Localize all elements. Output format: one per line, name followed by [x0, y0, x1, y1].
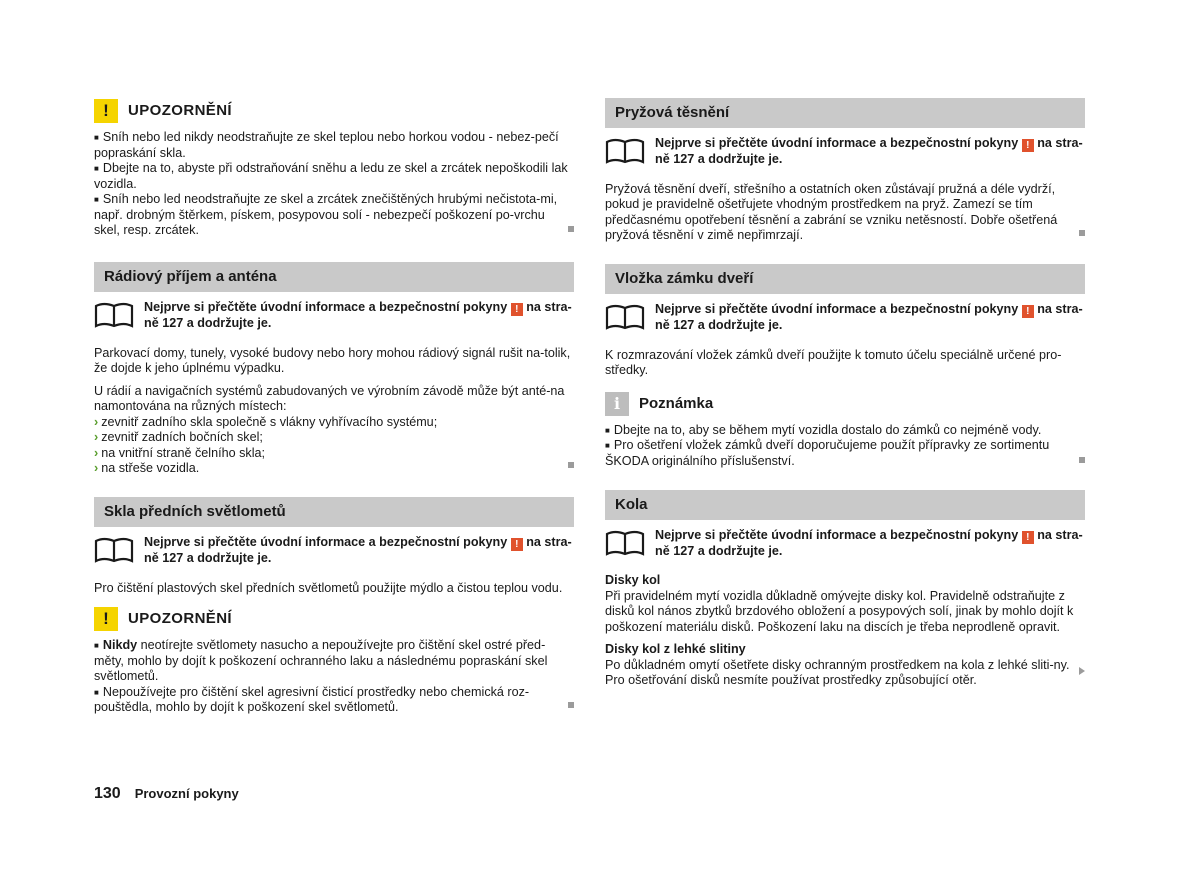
list-item [94, 430, 574, 446]
warning-title: UPOZORNĚNÍ [128, 102, 233, 120]
read-first-part2: na stra- [526, 300, 572, 314]
list-item-text: zevnitř zadních bočních skel; [101, 430, 263, 444]
continue-arrow-icon [1079, 667, 1085, 675]
arrow-icon: › [94, 414, 99, 429]
warning-small-icon: ! [511, 303, 523, 316]
read-first-text [655, 528, 1083, 560]
read-first-part1: Nejprve si přečtěte úvodní informace a bezpečnostní pokyny [144, 535, 508, 549]
book-icon [94, 537, 134, 563]
warning-small-icon: ! [1022, 139, 1034, 152]
warning-item: ■ Nepoužívejte pro čištění skel agresivní čisticí prostředky nebo chemická roz-pouštědla, mohlo by dojít k poškození skel světlometů. [94, 685, 574, 716]
warning-item: ■ Sníh nebo led nikdy neodstraňujte ze skel teplou nebo horkou vodou - nebez-pečí popraskání skla. [94, 130, 574, 161]
paragraph: K rozmrazování vložek zámků dveří použijte k tomuto účelu speciálně určené pro-středky. [605, 347, 1062, 377]
read-first-text [655, 136, 1083, 168]
list-item [94, 415, 574, 431]
section-heading: Kola [605, 490, 1085, 520]
list-item [94, 446, 574, 462]
note-block [605, 391, 1085, 473]
warning-block-headlights [94, 606, 574, 716]
warning-title: UPOZORNĚNÍ [128, 610, 233, 628]
warning-small-icon: ! [511, 538, 523, 551]
read-first-notice [605, 302, 1085, 334]
info-icon: i [605, 392, 629, 416]
arrow-icon: › [94, 461, 99, 475]
paragraph: Při pravidelném mytí vozidla důkladně omývejte disky kol. Pravidelně odstraňujte z disků kol nános zbytků brzdového obložení a posypových solí, jinak by mohlo dojít k poškození materiálu disků. Poškození laku na discích je třeba neprodleně opravit. [605, 588, 1074, 634]
read-first-notice [605, 136, 1085, 168]
read-first-line2: ně 127 a dodržujte je. [655, 318, 783, 332]
arrow-icon: › [94, 445, 99, 460]
read-first-line2: ně 127 a dodržujte je. [144, 316, 272, 330]
warning-header [94, 606, 574, 632]
page-footer [94, 786, 239, 802]
section-heading: Rádiový příjem a anténa [94, 262, 574, 292]
note-item: ■ Pro ošetření vložek zámků dveří doporučujeme použít přípravky ze sortimentu ŠKODA originálního příslušenství. [605, 438, 1085, 469]
read-first-notice [94, 300, 574, 332]
section-radio [94, 262, 574, 480]
read-first-notice [605, 528, 1085, 560]
book-icon [605, 138, 645, 164]
warning-block-snow [94, 98, 574, 246]
section-end-marker [568, 462, 574, 468]
emphasis: Nikdy [102, 638, 138, 652]
warning-item-text: neotírejte světlomety nasucho a nepoužívejte pro čištění skel ostré před-měty, mohlo by dojít k poškození ochranného laku a následnému popraskání skel světlometů. [94, 638, 548, 683]
footer-section-label: Provozní pokyny [134, 786, 239, 801]
note-title: Poznámka [639, 394, 714, 412]
book-icon [605, 530, 645, 556]
list-item-text: na střeše vozidla. [101, 461, 200, 475]
read-first-part2: na stra- [1037, 527, 1083, 542]
section-wheels [605, 490, 1085, 689]
left-column [94, 98, 574, 716]
read-first-part1: Nejprve si přečtěte úvodní informace a bezpečnostní pokyny [655, 136, 1019, 150]
read-first-line2: ně 127 a dodržujte je. [144, 551, 272, 565]
book-icon [605, 304, 645, 330]
section-end-marker [568, 702, 574, 708]
book-icon [94, 302, 134, 328]
section-heading: Pryžová těsnění [605, 98, 1085, 128]
read-first-text [655, 302, 1083, 334]
section-heading: Vložka zámku dveří [605, 264, 1085, 294]
warning-item [94, 638, 574, 685]
read-first-line2: ně 127 a dodržujte je. [655, 152, 783, 166]
paragraph: U rádií a navigačních systémů zabudovaných ve výrobním závodě může být anté-na namontována na různých místech: [94, 383, 565, 413]
read-first-line2: ně 127 a dodržujte je. [655, 543, 783, 558]
warning-item: ■ Dbejte na to, abyste při odstraňování sněhu a ledu ze skel a zrcátek nepoškodili lak vozidla. [94, 161, 574, 192]
note-header [605, 391, 1085, 417]
subheading: Disky kol [605, 573, 661, 587]
paragraph: Parkovací domy, tunely, vysoké budovy nebo hory mohou rádiový signál rušit na-tolik, že dojde k jeho úplnému výpadku. [94, 345, 571, 375]
warning-icon: ! [94, 99, 118, 123]
note-item: ■ Dbejte na to, aby se během mytí vozidla dostalo do zámků co nejméně vody. [605, 423, 1085, 439]
read-first-notice [94, 535, 574, 567]
list-item [94, 461, 574, 477]
warning-small-icon: ! [1022, 531, 1034, 544]
section-heading: Skla předních světlometů [94, 497, 574, 527]
section-seals [605, 98, 1085, 248]
list-item-text: na vnitřní straně čelního skla; [101, 445, 266, 460]
read-first-part1: Nejprve si přečtěte úvodní informace a bezpečnostní pokyny [655, 302, 1019, 316]
paragraph: Po důkladném omytí ošetřete disky ochranným prostředkem na kola z lehké sliti-ny. Pro ošetřování disků nesmíte používat prostředky způsobující otěr. [605, 657, 1070, 687]
warning-item: ■ Sníh nebo led neodstraňujte ze skel a zrcátek znečištěných hrubými nečistota-mi, např. drobným štěrkem, pískem, posypovou solí - nebezpečí poškození po-vrchu skel, resp. zrcátek. [94, 192, 574, 239]
read-first-text [144, 300, 572, 332]
arrow-icon: › [94, 430, 99, 444]
section-end-marker [1079, 457, 1085, 463]
page-number: 130 [94, 785, 121, 802]
read-first-text [144, 535, 572, 567]
read-first-part2: na stra- [1037, 136, 1083, 150]
read-first-part2: na stra- [526, 535, 572, 549]
warning-small-icon: ! [1022, 305, 1034, 318]
section-headlights [94, 497, 574, 596]
paragraph: Pryžová těsnění dveří, střešního a ostatních oken zůstávají pružná a déle vydrží, pokud je pravidelně ošetřujete vhodným prostředkem na pryž. Zamezí se tím předčasnému opotřebení těsnění a zabrání se vzniku netěsností. Dobře ošetřená pryžová těsnění v zimě nepřimrzají. [605, 181, 1058, 242]
warning-icon: ! [94, 607, 118, 631]
section-end-marker [568, 226, 574, 232]
read-first-part1: Nejprve si přečtěte úvodní informace a bezpečnostní pokyny [655, 527, 1019, 542]
section-end-marker [1079, 230, 1085, 236]
subheading: Disky kol z lehké slitiny [605, 642, 746, 656]
read-first-part1: Nejprve si přečtěte úvodní informace a bezpečnostní pokyny [144, 300, 508, 314]
list-item-text: zevnitř zadního skla společně s vlákny vyhřívacího systému; [101, 414, 438, 429]
warning-header [94, 98, 574, 124]
paragraph: Pro čištění plastových skel předních světlometů použijte mýdlo a čistou teplou vodu. [94, 580, 563, 595]
read-first-part2: na stra- [1037, 302, 1083, 316]
right-column [605, 98, 1085, 696]
section-lock [605, 264, 1085, 379]
